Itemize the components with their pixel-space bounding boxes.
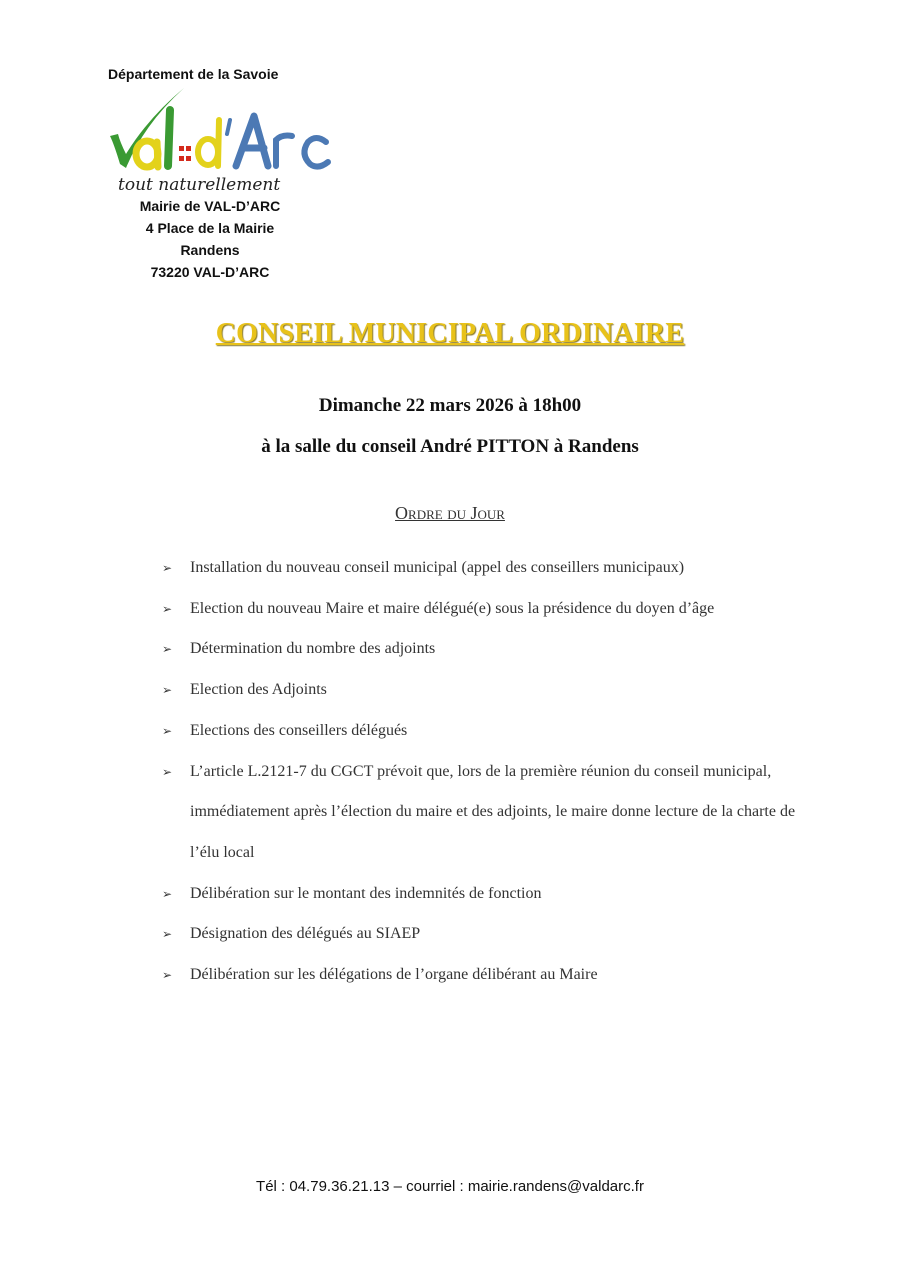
val-darc-logo (104, 84, 340, 196)
agenda-list (160, 548, 800, 996)
agenda-item: ➢ Délibération sur les délégations de l’organe délibérant au Maire (160, 955, 800, 996)
agenda-item: ➢ Détermination du nombre des adjoints (160, 629, 800, 670)
agenda-item: ➢ Installation du nouveau conseil municipal (appel des conseillers municipaux) (160, 548, 800, 589)
logo-tagline: tout naturellement (118, 175, 281, 195)
meeting-date: Dimanche 22 mars 2026 à 18h00 (318, 395, 582, 416)
contact-footer: Tél : 04.79.36.21.13 – courriel : mairie.randens@valdarc.fr (256, 1178, 644, 1195)
arrow-bullet-icon: ➢ (162, 683, 173, 698)
meeting-place: à la salle du conseil André PITTON à Randens (261, 436, 639, 457)
arrow-bullet-icon: ➢ (162, 642, 173, 657)
agenda-item: ➢ Délibération sur le montant des indemnités de fonction (160, 874, 800, 915)
arrow-bullet-icon: ➢ (162, 764, 173, 779)
agenda-item: ➢ Election du nouveau Maire et maire délégué(e) sous la présidence du doyen d’âge (160, 589, 800, 630)
address-line: 4 Place de la Mairie (145, 220, 275, 236)
arrow-bullet-icon: ➢ (162, 968, 173, 983)
address-line: Randens (180, 242, 240, 258)
agenda-heading: Ordre du Jour (395, 503, 505, 523)
agenda-item: ➢ Désignation des délégués au SIAEP (160, 914, 800, 955)
department-label: Département de la Savoie (108, 66, 279, 82)
arrow-bullet-icon: ➢ (162, 723, 173, 738)
address-line: Mairie de VAL-D’ARC (139, 198, 281, 214)
arrow-bullet-icon: ➢ (162, 561, 173, 575)
val-darc-logo-icon (104, 84, 340, 196)
mairie-address (120, 195, 300, 283)
arrow-bullet-icon: ➢ (162, 886, 173, 901)
arrow-bullet-icon: ➢ (162, 601, 173, 616)
agenda-item: ➢ Election des Adjoints (160, 670, 800, 711)
agenda-item: ➢ Elections des conseillers délégués (160, 711, 800, 752)
address-line: 73220 VAL-D’ARC (150, 264, 270, 280)
document-title: CONSEIL MUNICIPAL ORDINAIRE (215, 318, 685, 349)
arrow-bullet-icon: ➢ (162, 927, 173, 942)
agenda-item: ➢ L’article L.2121-7 du CGCT prévoit que, lors de la première réunion du conseil municipal, immédiatement après l’élection du maire et des adjoints, le maire donne lecture de la charte de l’élu local (160, 752, 800, 874)
